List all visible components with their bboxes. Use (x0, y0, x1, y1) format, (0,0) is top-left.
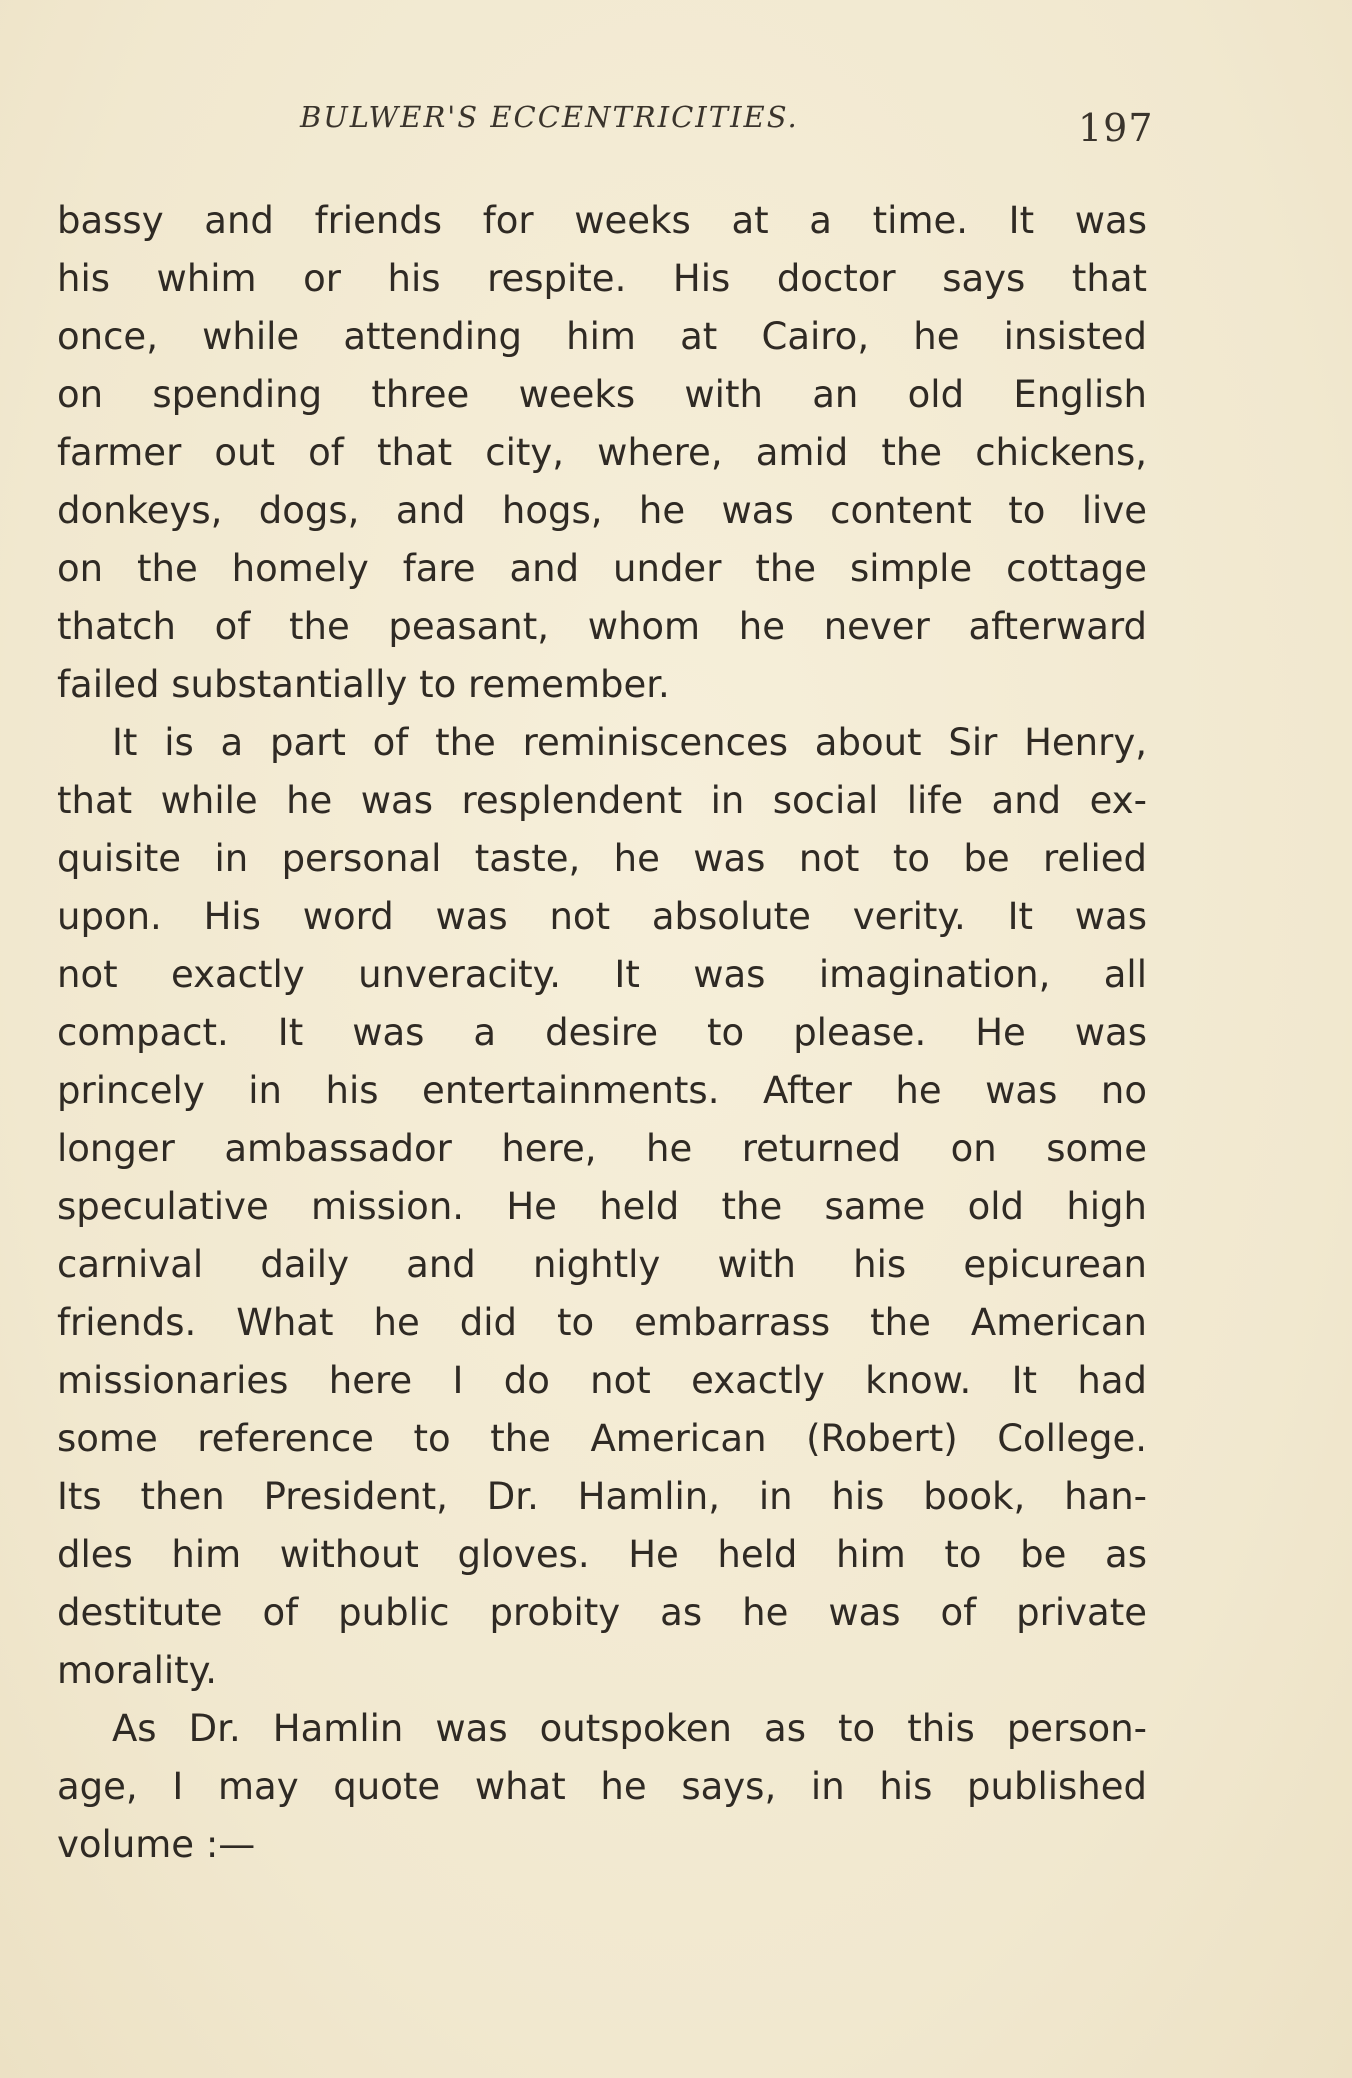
text-line: upon. His word was not absolute verity. It was (57, 895, 1147, 938)
text-line: dles him without gloves. He held him to be as (57, 1533, 1147, 1576)
text-line: that while he was resplendent in social life and ex- (57, 779, 1147, 822)
text-line: once, while attending him at Cairo, he insisted (57, 315, 1147, 358)
text-line: age, I may quote what he says, in his published (57, 1765, 1147, 1808)
text-line: longer ambassador here, he returned on some (57, 1127, 1147, 1170)
text-line: his whim or his respite. His doctor says that (57, 257, 1147, 300)
text-line: carnival daily and nightly with his epicurean (57, 1243, 1147, 1286)
running-head (0, 100, 1352, 150)
page-number: 197 (1078, 106, 1154, 150)
text-line: thatch of the peasant, whom he never afterward (57, 605, 1147, 648)
text-line: not exactly unveracity. It was imagination, all (57, 953, 1147, 996)
text-line: Its then President, Dr. Hamlin, in his book, han- (57, 1475, 1147, 1518)
paragraph-end-line: volume :— (57, 1823, 256, 1866)
text-line: quisite in personal taste, he was not to be relied (57, 837, 1147, 880)
text-line: bassy and friends for weeks at a time. It was (57, 199, 1147, 242)
text-line: on the homely fare and under the simple cottage (57, 547, 1147, 590)
text-line: compact. It was a desire to please. He was (57, 1011, 1147, 1054)
running-title: BULWER'S ECCENTRICITIES. (300, 100, 799, 134)
text-line: princely in his entertainments. After he was no (57, 1069, 1147, 1112)
paragraph-end-line: failed substantially to remember. (57, 663, 670, 706)
text-line: friends. What he did to embarrass the American (57, 1301, 1147, 1344)
text-line: missionaries here I do not exactly know. It had (57, 1359, 1147, 1402)
text-line: speculative mission. He held the same old high (57, 1185, 1147, 1228)
text-line: destitute of public probity as he was of private (57, 1591, 1147, 1634)
body-text (57, 192, 1147, 1874)
paragraph-start-line: As Dr. Hamlin was outspoken as to this person- (112, 1707, 1147, 1750)
paragraph-end-line: morality. (57, 1649, 218, 1692)
text-line: some reference to the American (Robert) College. (57, 1417, 1147, 1460)
paragraph-start-line: It is a part of the reminiscences about Sir Henry, (112, 721, 1147, 764)
text-line: on spending three weeks with an old English (57, 373, 1147, 416)
text-line: donkeys, dogs, and hogs, he was content to live (57, 489, 1147, 532)
text-line: farmer out of that city, where, amid the chickens, (57, 431, 1147, 474)
